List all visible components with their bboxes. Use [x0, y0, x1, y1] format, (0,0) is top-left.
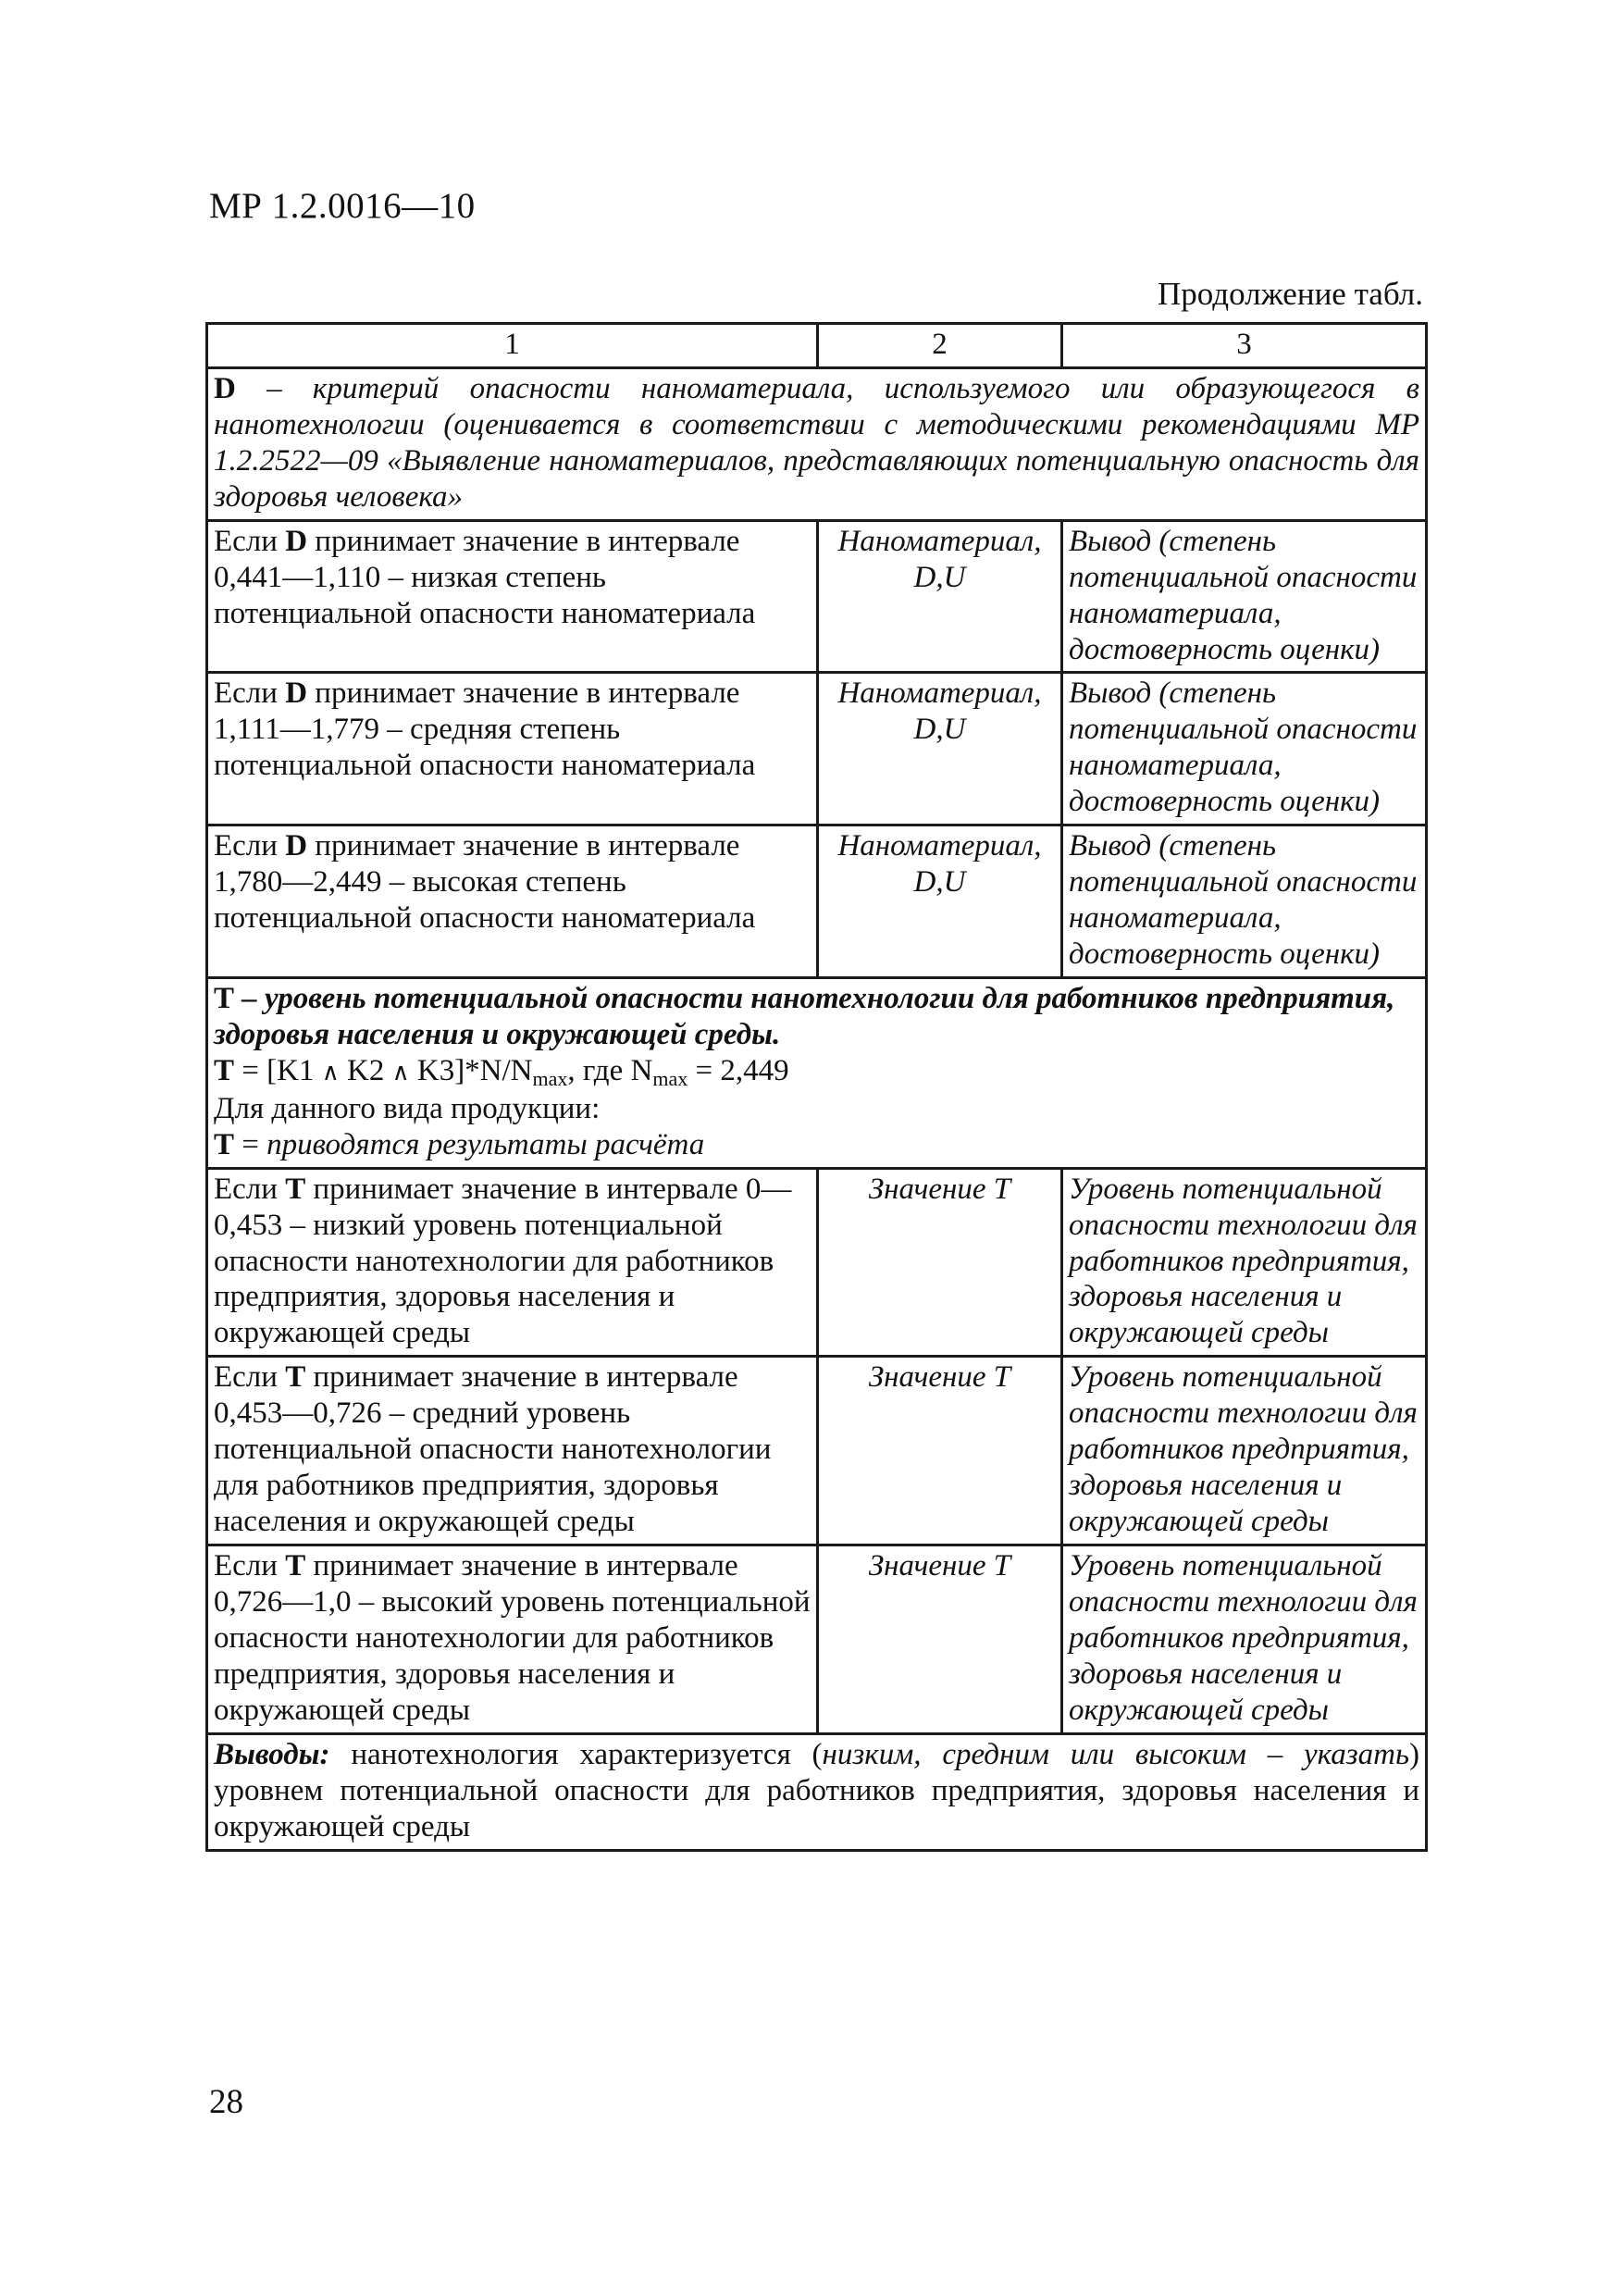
- d-row-high-input: Наноматериал, D,U: [818, 825, 1062, 978]
- table-header-row: [207, 324, 1427, 368]
- d-row-medium-input: Наноматериал, D,U: [818, 673, 1062, 825]
- t-result-line: T = приводятся результаты расчёта: [214, 1127, 705, 1161]
- logical-and-symbol: ∧: [391, 1058, 410, 1086]
- t-row-high: [207, 1545, 1427, 1734]
- t-row-low-input: Значение T: [818, 1168, 1062, 1357]
- t-section-row: [207, 977, 1427, 1168]
- page-number: 28: [209, 2083, 243, 2121]
- t-product-line: Для данного вида продукции:: [214, 1091, 601, 1125]
- d-section-row: [207, 367, 1427, 520]
- conclusion-cell: Выводы: нанотехнология характеризуется (низким, средним или высоким – указать) уровнем потенциальной опасности для работников предприятия, здоровья населения и окружающей среды: [207, 1733, 1427, 1850]
- t-row-medium: [207, 1357, 1427, 1545]
- d-row-low: [207, 520, 1427, 673]
- t-row-low-condition: Если T принимает значение в интервале 0—0,453 – низкий уровень потенциальной опасности нанотехнологии для работников предприятия, здоровья населения и окружающей среды: [207, 1168, 818, 1357]
- d-row-low-output: Вывод (степень потенциальной опасности наноматериала, достоверность оценки): [1062, 520, 1427, 673]
- conclusion-row: [207, 1733, 1427, 1850]
- t-formula: T = [K1 ∧ K2 ∧ $K3]*N/N_{max}$, где $N_{max} = 2,449$: [214, 1053, 789, 1090]
- d-row-high: [207, 825, 1427, 978]
- document-code: МР 1.2.0016—10: [209, 186, 476, 226]
- column-header-2: 2: [818, 324, 1062, 368]
- d-section-cell: [207, 367, 1427, 520]
- t-row-medium-condition: Если T принимает значение в интервале 0,453—0,726 – средний уровень потенциальной опасности нанотехнологии для работников предприятия, здоровья населения и окружающей среды: [207, 1357, 818, 1545]
- criteria-table: [205, 322, 1428, 1852]
- d-row-medium-condition: Если D принимает значение в интервале 1,111—1,779 – средняя степень потенциальной опасности наноматериала: [207, 673, 818, 825]
- d-row-high-output: Вывод (степень потенциальной опасности наноматериала, достоверность оценки): [1062, 825, 1427, 978]
- d-section-text: – критерий опасности наноматериала, используемого или образующегося в нанотехнологии (оценивается в соответствии с методическими рекомендациями МР 1.2.2522—09 «Выявление наноматериалов, представляющих потенциальную опасность для здоровья человека»: [214, 371, 1419, 514]
- column-header-3: 3: [1062, 324, 1427, 368]
- logical-and-symbol: ∧: [321, 1058, 340, 1086]
- column-header-1: 1: [207, 324, 818, 368]
- t-row-medium-output: Уровень потенциальной опасности технологии для работников предприятия, здоровья населения и окружающей среды: [1062, 1357, 1427, 1545]
- d-row-low-condition: Если D принимает значение в интервале 0,441—1,110 – низкая степень потенциальной опасности наноматериала: [207, 520, 818, 673]
- conclusion-label: Выводы:: [214, 1737, 330, 1771]
- t-row-high-condition: Если T принимает значение в интервале 0,726—1,0 – высокий уровень потенциальной опасности нанотехнологии для работников предприятия, здоровья населения и окружающей среды: [207, 1545, 818, 1734]
- d-symbol: D: [214, 371, 236, 405]
- t-row-medium-input: Значение T: [818, 1357, 1062, 1545]
- table-continuation-label: Продолжение табл.: [1158, 276, 1423, 312]
- t-row-high-output: Уровень потенциальной опасности технологии для работников предприятия, здоровья населения и окружающей среды: [1062, 1545, 1427, 1734]
- d-row-high-condition: Если D принимает значение в интервале 1,780—2,449 – высокая степень потенциальной опасности наноматериала: [207, 825, 818, 978]
- t-row-low-output: Уровень потенциальной опасности технологии для работников предприятия, здоровья населения и окружающей среды: [1062, 1168, 1427, 1357]
- d-row-low-input: Наноматериал, D,U: [818, 520, 1062, 673]
- t-row-high-input: Значение T: [818, 1545, 1062, 1734]
- t-section-title: T – уровень потенциальной опасности нанотехнологии для работников предприятия, здоровья населения и окружающей среды.: [214, 981, 1395, 1051]
- t-section-cell: [207, 977, 1427, 1168]
- d-row-medium: [207, 673, 1427, 825]
- d-row-medium-output: Вывод (степень потенциальной опасности наноматериала, достоверность оценки): [1062, 673, 1427, 825]
- t-row-low: [207, 1168, 1427, 1357]
